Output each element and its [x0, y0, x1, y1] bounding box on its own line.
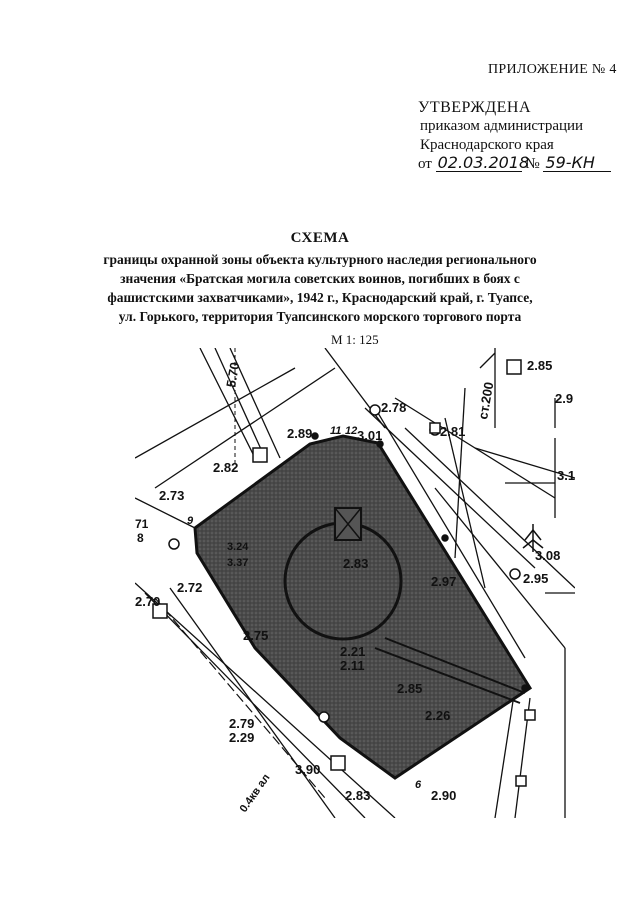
- label-st-200: ст.200: [475, 380, 497, 421]
- label-2-21: 2.21: [340, 644, 366, 659]
- label-cable: 0.4кв ал: [237, 772, 273, 815]
- scheme-line-3: фашистскими захватчиками», 1942 г., Краснодарский край, г. Туапсе,: [107, 290, 533, 305]
- label-2-26: 2.26: [425, 708, 451, 723]
- approval-title: УТВЕРЖДЕНА: [418, 99, 532, 116]
- appendix-label: ПРИЛОЖЕНИЕ № 4: [488, 62, 617, 77]
- scheme-title: СХЕМА: [290, 230, 350, 246]
- label-n8: 8: [137, 531, 144, 545]
- label-2-9: 2.9: [555, 391, 574, 406]
- map-scale: М 1: 125: [331, 332, 379, 347]
- approval-line-1: приказом администрации: [420, 118, 584, 134]
- label-2-95: 2.95: [523, 571, 549, 586]
- label-n71: 71: [135, 517, 149, 531]
- label-n6: 6: [415, 779, 422, 791]
- handwritten-date: 02.03.2018: [437, 153, 530, 172]
- label-2-79: 2.79: [229, 716, 255, 731]
- approval-order-line: [418, 155, 611, 174]
- label-2-83-a: 2.83: [343, 556, 369, 571]
- label-2-83-b: 2.83: [345, 788, 371, 803]
- label-n11: 11: [330, 425, 342, 437]
- scheme-line-2: значения «Братская могила советских воинов, погибших в боях с: [120, 271, 520, 286]
- label-2-78: 2.78: [381, 400, 407, 415]
- label-2-89: 2.89: [287, 426, 313, 441]
- label-5-70: 5.70: [223, 360, 243, 389]
- label-2-82: 2.82: [213, 460, 239, 475]
- date-prefix: от: [418, 156, 432, 172]
- label-2-85-b: 2.85: [397, 681, 423, 696]
- scheme-description: [70, 250, 570, 326]
- label-n9: 9: [187, 515, 194, 527]
- label-3-01: 3.01: [357, 428, 383, 443]
- approval-line-2: Краснодарского края: [420, 137, 554, 153]
- number-prefix: №: [525, 156, 540, 172]
- label-n12: 12: [345, 425, 358, 437]
- label-2-97: 2.97: [431, 574, 457, 589]
- label-2-90: 2.90: [431, 788, 457, 803]
- handwritten-number: 59-КН: [543, 155, 611, 172]
- approval-block: [418, 98, 611, 174]
- scheme-line-1: границы охранной зоны объекта культурного наследия регионального: [103, 252, 537, 267]
- label-2-72: 2.72: [177, 580, 203, 595]
- label-2-85: 2.85: [527, 358, 553, 373]
- label-3-37: 3.37: [227, 557, 249, 569]
- label-3-1: 3.1: [557, 468, 575, 483]
- label-2-29: 2.29: [229, 730, 255, 745]
- label-2-11: 2.11: [340, 658, 365, 673]
- label-3-90: 3.90: [295, 762, 321, 777]
- label-2-70: 2.70: [135, 594, 161, 609]
- label-2-81: 2.81: [440, 424, 466, 439]
- label-3-24: 3.24: [227, 541, 249, 553]
- site-plan-map: [135, 348, 575, 818]
- label-3-08: 3.08: [535, 548, 561, 563]
- label-2-75: 2.75: [243, 628, 269, 643]
- scheme-line-4: ул. Горького, территория Туапсинского морского торгового порта: [118, 309, 522, 324]
- label-2-73: 2.73: [159, 488, 185, 503]
